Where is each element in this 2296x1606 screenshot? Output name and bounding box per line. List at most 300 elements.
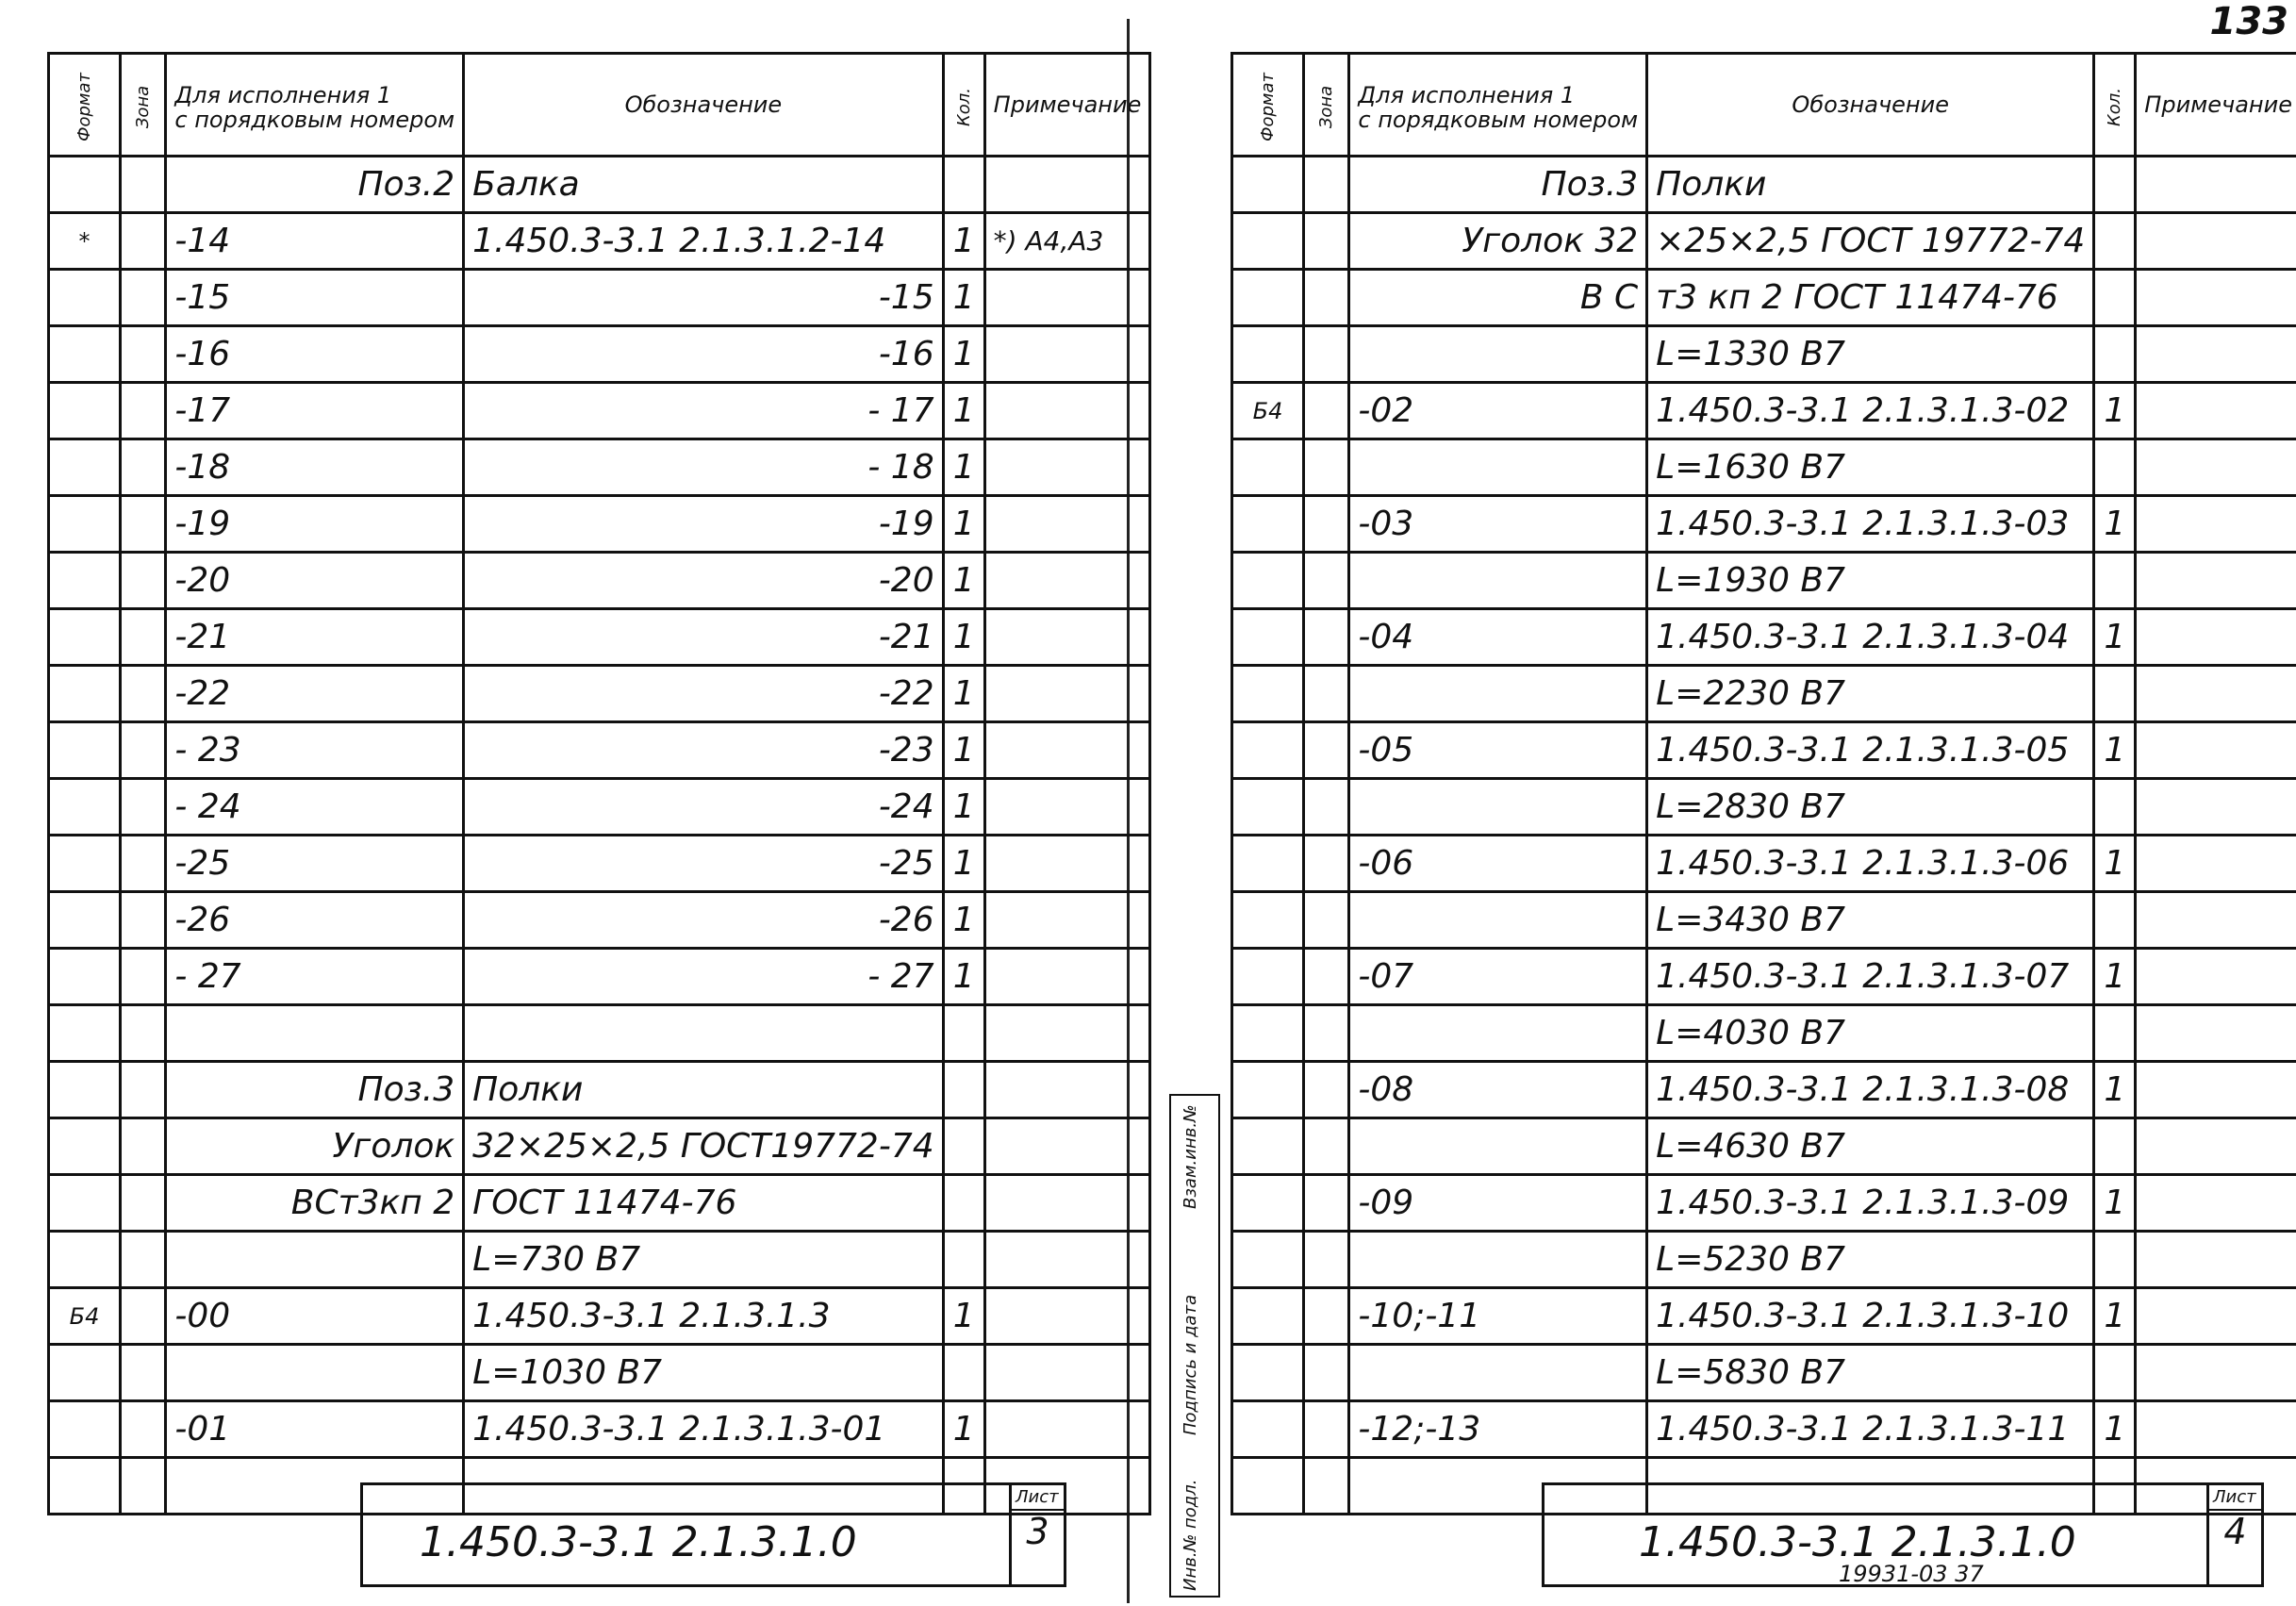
note-cell bbox=[984, 157, 1150, 213]
format-cell bbox=[1232, 270, 1304, 326]
table-row bbox=[49, 1118, 1150, 1175]
qty-cell: 1 bbox=[943, 609, 984, 666]
note-cell bbox=[984, 949, 1150, 1005]
zone-cell bbox=[1304, 949, 1349, 1005]
table-row bbox=[1232, 949, 2296, 1005]
table-row bbox=[1232, 1175, 2296, 1232]
designation-cell: 1.450.3-3.1 2.1.3.1.3-07 bbox=[1647, 949, 2094, 1005]
designation-cell: L=4030 В7 bbox=[1647, 1005, 2094, 1062]
note-cell bbox=[2136, 1401, 2296, 1458]
zone-cell bbox=[121, 1401, 166, 1458]
zone-cell bbox=[121, 326, 166, 383]
format-cell bbox=[1232, 1458, 1304, 1515]
zone-cell bbox=[121, 439, 166, 496]
zone-cell bbox=[121, 1345, 166, 1401]
note-cell bbox=[2136, 496, 2296, 553]
table-row bbox=[1232, 439, 2296, 496]
execution-cell: Поз.3 bbox=[1349, 157, 1647, 213]
qty-cell bbox=[2094, 1232, 2136, 1288]
qty-cell bbox=[2094, 892, 2136, 949]
sidebar-label-replacement: Взам.инв.№ bbox=[1181, 1104, 1200, 1209]
zone-cell bbox=[1304, 1118, 1349, 1175]
header-qty: Кол. bbox=[943, 54, 984, 157]
qty-cell bbox=[2094, 439, 2136, 496]
zone-cell bbox=[1304, 779, 1349, 836]
qty-cell: 1 bbox=[943, 1288, 984, 1345]
designation-cell: L=1630 В7 bbox=[1647, 439, 2094, 496]
designation-cell: -15 bbox=[464, 270, 943, 326]
document-code: 1.450.3-3.1 2.1.3.1.0 bbox=[1639, 1518, 2076, 1566]
note-cell bbox=[984, 439, 1150, 496]
execution-cell bbox=[1349, 779, 1647, 836]
qty-cell: 1 bbox=[943, 1401, 984, 1458]
qty-cell: 1 bbox=[943, 326, 984, 383]
qty-cell: 1 bbox=[943, 553, 984, 609]
format-cell bbox=[49, 722, 121, 779]
designation-cell: -20 bbox=[464, 553, 943, 609]
qty-cell: 1 bbox=[943, 270, 984, 326]
format-cell bbox=[49, 1401, 121, 1458]
table-row bbox=[1232, 1232, 2296, 1288]
table-row bbox=[49, 949, 1150, 1005]
format-cell bbox=[1232, 1232, 1304, 1288]
designation-cell: Полки bbox=[1647, 157, 2094, 213]
qty-cell bbox=[2094, 553, 2136, 609]
qty-cell: 1 bbox=[943, 666, 984, 722]
zone-cell bbox=[1304, 609, 1349, 666]
qty-cell: 1 bbox=[943, 722, 984, 779]
format-cell bbox=[1232, 779, 1304, 836]
format-cell bbox=[49, 157, 121, 213]
note-cell bbox=[2136, 270, 2296, 326]
qty-cell: 1 bbox=[2094, 1288, 2136, 1345]
designation-cell: 1.450.3-3.1 2.1.3.1.3-03 bbox=[1647, 496, 2094, 553]
execution-cell: - 27 bbox=[166, 949, 464, 1005]
format-cell bbox=[49, 553, 121, 609]
note-cell bbox=[984, 1118, 1150, 1175]
format-cell bbox=[49, 949, 121, 1005]
footer-note: 19931-03 37 bbox=[1839, 1561, 1984, 1587]
format-cell bbox=[1232, 213, 1304, 270]
execution-cell bbox=[1349, 1118, 1647, 1175]
table-row bbox=[1232, 496, 2296, 553]
zone-cell bbox=[1304, 892, 1349, 949]
format-cell bbox=[1232, 1062, 1304, 1118]
zone-cell bbox=[1304, 836, 1349, 892]
qty-cell bbox=[2094, 1345, 2136, 1401]
designation-cell: - 17 bbox=[464, 383, 943, 439]
table-row bbox=[1232, 666, 2296, 722]
note-cell bbox=[2136, 779, 2296, 836]
format-cell: Б4 bbox=[1232, 383, 1304, 439]
zone-cell bbox=[1304, 157, 1349, 213]
execution-cell: -16 bbox=[166, 326, 464, 383]
format-cell bbox=[1232, 496, 1304, 553]
designation-cell: -16 bbox=[464, 326, 943, 383]
qty-cell: 1 bbox=[2094, 949, 2136, 1005]
table-row bbox=[1232, 553, 2296, 609]
format-cell bbox=[1232, 1118, 1304, 1175]
table-row bbox=[49, 157, 1150, 213]
format-cell bbox=[49, 609, 121, 666]
qty-cell: 1 bbox=[943, 779, 984, 836]
zone-cell bbox=[1304, 1005, 1349, 1062]
qty-cell bbox=[943, 1175, 984, 1232]
table-row bbox=[49, 1288, 1150, 1345]
execution-cell: -18 bbox=[166, 439, 464, 496]
sidebar-label-inventory: Инв.№ подл. bbox=[1181, 1479, 1200, 1591]
designation-cell: L=2230 В7 bbox=[1647, 666, 2094, 722]
designation-cell: 1.450.3-3.1 2.1.3.1.3-01 bbox=[464, 1401, 943, 1458]
execution-cell bbox=[166, 1345, 464, 1401]
note-cell bbox=[984, 666, 1150, 722]
table-row bbox=[49, 1345, 1150, 1401]
designation-cell: 1.450.3-3.1 2.1.3.1.3-06 bbox=[1647, 836, 2094, 892]
execution-cell: -14 bbox=[166, 213, 464, 270]
note-cell bbox=[2136, 892, 2296, 949]
designation-cell: 1.450.3-3.1 2.1.3.1.3-09 bbox=[1647, 1175, 2094, 1232]
execution-cell: -26 bbox=[166, 892, 464, 949]
note-cell bbox=[2136, 836, 2296, 892]
note-cell bbox=[984, 779, 1150, 836]
note-cell bbox=[2136, 326, 2296, 383]
execution-cell: -15 bbox=[166, 270, 464, 326]
zone-cell bbox=[1304, 213, 1349, 270]
zone-cell bbox=[1304, 666, 1349, 722]
table-row bbox=[49, 892, 1150, 949]
format-cell bbox=[49, 892, 121, 949]
note-cell bbox=[984, 1232, 1150, 1288]
designation-cell: т3 кп 2 ГОСТ 11474-76 bbox=[1647, 270, 2094, 326]
format-cell bbox=[1232, 722, 1304, 779]
qty-cell: 1 bbox=[943, 496, 984, 553]
format-cell bbox=[1232, 1401, 1304, 1458]
execution-cell: -09 bbox=[1349, 1175, 1647, 1232]
qty-cell bbox=[943, 1232, 984, 1288]
designation-cell: ГОСТ 11474-76 bbox=[464, 1175, 943, 1232]
format-cell bbox=[49, 1118, 121, 1175]
table-row bbox=[1232, 1345, 2296, 1401]
table-row bbox=[49, 439, 1150, 496]
zone-cell bbox=[121, 666, 166, 722]
page-corner-number: 133 bbox=[2209, 0, 2288, 43]
qty-cell bbox=[2094, 1005, 2136, 1062]
table-row bbox=[49, 383, 1150, 439]
table-row bbox=[49, 1232, 1150, 1288]
execution-cell bbox=[1349, 326, 1647, 383]
zone-cell bbox=[1304, 1175, 1349, 1232]
qty-cell bbox=[943, 1062, 984, 1118]
qty-cell bbox=[943, 1345, 984, 1401]
table-row bbox=[49, 553, 1150, 609]
note-cell bbox=[2136, 439, 2296, 496]
qty-cell bbox=[2094, 326, 2136, 383]
qty-cell bbox=[2094, 1118, 2136, 1175]
table-row bbox=[1232, 157, 2296, 213]
execution-cell: -21 bbox=[166, 609, 464, 666]
execution-cell: -07 bbox=[1349, 949, 1647, 1005]
table-row bbox=[1232, 1005, 2296, 1062]
execution-cell bbox=[166, 1232, 464, 1288]
format-cell bbox=[1232, 666, 1304, 722]
execution-cell: -17 bbox=[166, 383, 464, 439]
table-row bbox=[49, 213, 1150, 270]
note-cell bbox=[984, 496, 1150, 553]
designation-cell: L=1330 В7 bbox=[1647, 326, 2094, 383]
table-row bbox=[49, 779, 1150, 836]
designation-cell: L=5830 В7 bbox=[1647, 1345, 2094, 1401]
note-cell bbox=[984, 270, 1150, 326]
table-row bbox=[49, 1175, 1150, 1232]
designation-cell: -23 bbox=[464, 722, 943, 779]
note-cell bbox=[2136, 722, 2296, 779]
note-cell bbox=[2136, 949, 2296, 1005]
sheet-number: 4 bbox=[2223, 1511, 2247, 1552]
zone-cell bbox=[1304, 1345, 1349, 1401]
zone-cell bbox=[1304, 383, 1349, 439]
zone-cell bbox=[1304, 496, 1349, 553]
header-designation: Обозначение bbox=[1647, 54, 2094, 157]
format-cell bbox=[49, 496, 121, 553]
note-cell: *) А4,А3 bbox=[984, 213, 1150, 270]
format-cell bbox=[1232, 1345, 1304, 1401]
left-sheet bbox=[0, 0, 1142, 1606]
qty-cell bbox=[2094, 270, 2136, 326]
execution-cell: - 24 bbox=[166, 779, 464, 836]
execution-cell: Уголок bbox=[166, 1118, 464, 1175]
table-row bbox=[1232, 1062, 2296, 1118]
zone-cell bbox=[1304, 326, 1349, 383]
designation-cell: L=1030 В7 bbox=[464, 1345, 943, 1401]
header-execution: Для исполнения 1 с порядковым номером bbox=[166, 54, 464, 157]
note-cell bbox=[2136, 609, 2296, 666]
execution-cell bbox=[1349, 1232, 1647, 1288]
zone-cell bbox=[1304, 1458, 1349, 1515]
right-sheet bbox=[1136, 0, 2296, 1606]
execution-cell: -08 bbox=[1349, 1062, 1647, 1118]
note-cell bbox=[984, 1062, 1150, 1118]
qty-cell bbox=[2094, 666, 2136, 722]
execution-cell: -00 bbox=[166, 1288, 464, 1345]
format-cell bbox=[49, 1345, 121, 1401]
execution-cell: - 23 bbox=[166, 722, 464, 779]
zone-cell bbox=[121, 722, 166, 779]
qty-cell: 1 bbox=[2094, 1062, 2136, 1118]
format-cell bbox=[1232, 1175, 1304, 1232]
note-cell bbox=[984, 609, 1150, 666]
format-cell bbox=[1232, 1005, 1304, 1062]
table-row bbox=[49, 1005, 1150, 1062]
table-row bbox=[1232, 326, 2296, 383]
designation-cell: L=2830 В7 bbox=[1647, 779, 2094, 836]
zone-cell bbox=[121, 213, 166, 270]
execution-cell: -12;-13 bbox=[1349, 1401, 1647, 1458]
designation-cell: Балка bbox=[464, 157, 943, 213]
note-cell bbox=[984, 1401, 1150, 1458]
designation-cell: 1.450.3-3.1 2.1.3.1.3-11 bbox=[1647, 1401, 2094, 1458]
format-cell bbox=[49, 439, 121, 496]
execution-cell: -02 bbox=[1349, 383, 1647, 439]
table-row bbox=[49, 496, 1150, 553]
designation-cell bbox=[464, 1005, 943, 1062]
note-cell bbox=[2136, 1062, 2296, 1118]
designation-cell: - 18 bbox=[464, 439, 943, 496]
note-cell bbox=[984, 1175, 1150, 1232]
zone-cell bbox=[1304, 1288, 1349, 1345]
zone-cell bbox=[121, 553, 166, 609]
zone-cell bbox=[121, 949, 166, 1005]
note-cell bbox=[984, 553, 1150, 609]
spec-table-left bbox=[47, 52, 1151, 1515]
execution-cell: -01 bbox=[166, 1401, 464, 1458]
format-cell bbox=[1232, 1288, 1304, 1345]
designation-cell: 1.450.3-3.1 2.1.3.1.3-10 bbox=[1647, 1288, 2094, 1345]
note-cell bbox=[2136, 1118, 2296, 1175]
zone-cell bbox=[1304, 439, 1349, 496]
sheet-number-box bbox=[2206, 1485, 2261, 1584]
note-cell bbox=[2136, 1288, 2296, 1345]
format-cell bbox=[1232, 553, 1304, 609]
note-cell bbox=[984, 1005, 1150, 1062]
zone-cell bbox=[121, 157, 166, 213]
format-cell bbox=[49, 1062, 121, 1118]
zone-cell bbox=[1304, 1401, 1349, 1458]
execution-cell bbox=[1349, 892, 1647, 949]
table-row bbox=[49, 609, 1150, 666]
qty-cell: 1 bbox=[943, 892, 984, 949]
execution-cell bbox=[1349, 1345, 1647, 1401]
execution-cell: ВСт3кп 2 bbox=[166, 1175, 464, 1232]
execution-cell bbox=[1349, 553, 1647, 609]
table-header bbox=[49, 54, 1150, 157]
designation-cell: -24 bbox=[464, 779, 943, 836]
designation-cell: -25 bbox=[464, 836, 943, 892]
spec-table-right bbox=[1231, 52, 2296, 1515]
zone-cell bbox=[1304, 553, 1349, 609]
zone-cell bbox=[121, 779, 166, 836]
table-row bbox=[1232, 213, 2296, 270]
zone-cell bbox=[121, 496, 166, 553]
designation-cell: - 27 bbox=[464, 949, 943, 1005]
table-row bbox=[1232, 1118, 2296, 1175]
zone-cell bbox=[121, 383, 166, 439]
header-zone: Зона bbox=[121, 54, 166, 157]
format-cell bbox=[49, 1232, 121, 1288]
note-cell bbox=[984, 1345, 1150, 1401]
designation-cell: 1.450.3-3.1 2.1.3.1.3-05 bbox=[1647, 722, 2094, 779]
designation-cell: L=1930 В7 bbox=[1647, 553, 2094, 609]
note-cell bbox=[984, 1288, 1150, 1345]
table-row bbox=[1232, 1401, 2296, 1458]
table-row bbox=[49, 836, 1150, 892]
qty-cell: 1 bbox=[2094, 1175, 2136, 1232]
header-note: Примечание bbox=[2136, 54, 2296, 157]
format-cell bbox=[1232, 949, 1304, 1005]
zone-cell bbox=[121, 1062, 166, 1118]
format-cell bbox=[1232, 439, 1304, 496]
format-cell bbox=[49, 836, 121, 892]
note-cell bbox=[2136, 1005, 2296, 1062]
header-qty: Кол. bbox=[2094, 54, 2136, 157]
designation-cell: 1.450.3-3.1 2.1.3.1.2-14 bbox=[464, 213, 943, 270]
designation-cell: L=3430 В7 bbox=[1647, 892, 2094, 949]
sheet-number: 3 bbox=[1026, 1511, 1049, 1552]
designation-cell: 32×25×2,5 ГОСТ19772-74 bbox=[464, 1118, 943, 1175]
zone-cell bbox=[121, 1118, 166, 1175]
designation-cell: L=5230 В7 bbox=[1647, 1232, 2094, 1288]
designation-cell: L=730 В7 bbox=[464, 1232, 943, 1288]
sheet-label: Лист bbox=[1012, 1485, 1064, 1511]
zone-cell bbox=[121, 1288, 166, 1345]
header-note: Примечание bbox=[984, 54, 1150, 157]
title-block-left bbox=[360, 1482, 1066, 1587]
table-row bbox=[49, 666, 1150, 722]
qty-cell bbox=[2094, 213, 2136, 270]
header-format: Формат bbox=[49, 54, 121, 157]
execution-cell: Поз.2 bbox=[166, 157, 464, 213]
zone-cell bbox=[121, 1458, 166, 1515]
designation-cell: Полки bbox=[464, 1062, 943, 1118]
format-cell bbox=[1232, 609, 1304, 666]
execution-cell: -05 bbox=[1349, 722, 1647, 779]
note-cell bbox=[2136, 213, 2296, 270]
zone-cell bbox=[121, 1232, 166, 1288]
format-cell bbox=[49, 1458, 121, 1515]
table-row bbox=[49, 722, 1150, 779]
header-format: Формат bbox=[1232, 54, 1304, 157]
format-cell bbox=[1232, 836, 1304, 892]
format-cell: Б4 bbox=[49, 1288, 121, 1345]
format-cell bbox=[49, 326, 121, 383]
qty-cell bbox=[2094, 157, 2136, 213]
table-row bbox=[1232, 892, 2296, 949]
table-row bbox=[1232, 609, 2296, 666]
execution-cell bbox=[1349, 1005, 1647, 1062]
zone-cell bbox=[121, 1005, 166, 1062]
execution-cell: -04 bbox=[1349, 609, 1647, 666]
designation-cell: -26 bbox=[464, 892, 943, 949]
table-row bbox=[49, 326, 1150, 383]
execution-cell: -19 bbox=[166, 496, 464, 553]
qty-cell: 1 bbox=[2094, 1401, 2136, 1458]
zone-cell bbox=[121, 836, 166, 892]
format-cell bbox=[1232, 892, 1304, 949]
designation-cell: ×25×2,5 ГОСТ 19772-74 bbox=[1647, 213, 2094, 270]
execution-cell: -06 bbox=[1349, 836, 1647, 892]
designation-cell: 1.450.3-3.1 2.1.3.1.3-04 bbox=[1647, 609, 2094, 666]
execution-cell: Уголок 32 bbox=[1349, 213, 1647, 270]
qty-cell bbox=[943, 1005, 984, 1062]
format-cell bbox=[1232, 157, 1304, 213]
zone-cell bbox=[121, 1175, 166, 1232]
qty-cell: 1 bbox=[2094, 609, 2136, 666]
qty-cell: 1 bbox=[2094, 496, 2136, 553]
table-row bbox=[49, 1401, 1150, 1458]
sheet-label: Лист bbox=[2209, 1485, 2261, 1511]
designation-cell: 1.450.3-3.1 2.1.3.1.3 bbox=[464, 1288, 943, 1345]
execution-cell: -03 bbox=[1349, 496, 1647, 553]
sheet-number-box bbox=[1009, 1485, 1064, 1584]
table-row bbox=[1232, 836, 2296, 892]
header-designation: Обозначение bbox=[464, 54, 943, 157]
table-row bbox=[1232, 779, 2296, 836]
format-cell bbox=[49, 383, 121, 439]
note-cell bbox=[2136, 1232, 2296, 1288]
qty-cell: 1 bbox=[943, 213, 984, 270]
qty-cell bbox=[2094, 779, 2136, 836]
note-cell bbox=[984, 722, 1150, 779]
note-cell bbox=[984, 892, 1150, 949]
